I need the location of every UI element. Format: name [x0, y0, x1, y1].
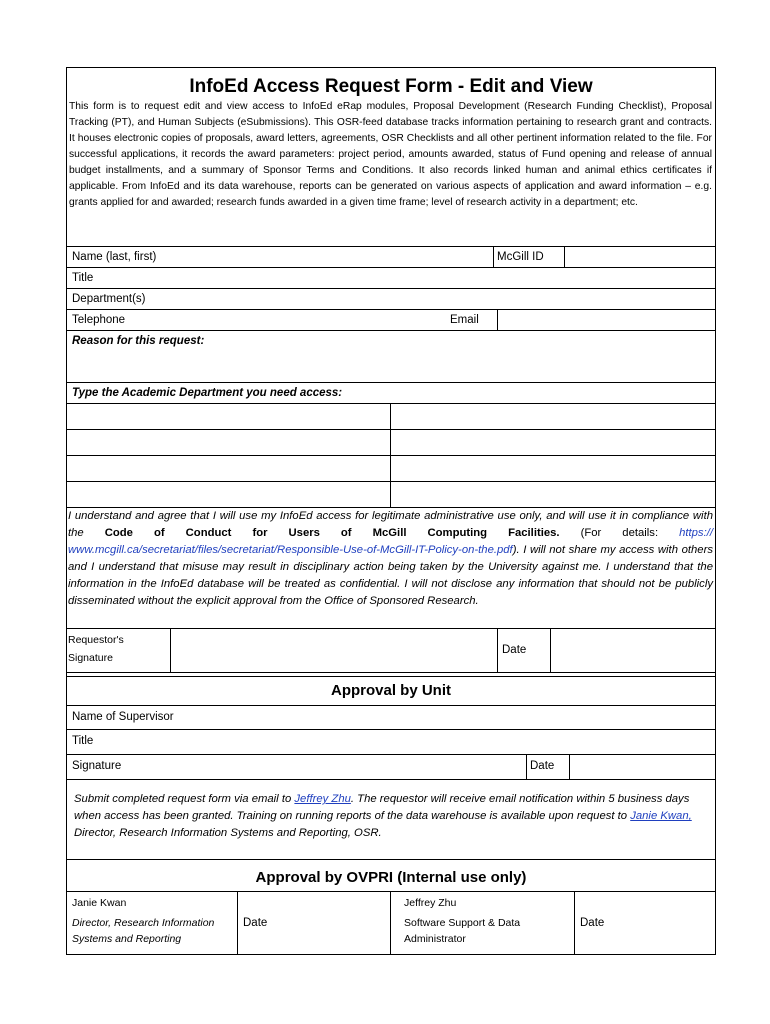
agreement-text: I understand and agree that I will use my InfoEd access for legitimate administrative use only, and will use it in compliance with the Code of Conduct for Users of McGill Computing Facilities. (For details: https:// www.mcgill.ca/secretariat/files/secretariat/Responsible-Use-of-McGill-IT-Policy-on-the.pdf). I will not share my access with others and I understand that misuse may result in disciplinary action being taken by the University against me. I understand that the information in the InfoEd database will be treated as confidential. I will not disclose any information that should not be publicly disseminated without the explicit approval from the Office of Sponsored Research.: [68, 510, 714, 607]
form-frame: [66, 67, 716, 955]
jeffrey-zhu-email-link[interactable]: Jeffrey Zhu: [294, 793, 351, 805]
email-input[interactable]: [498, 310, 715, 329]
dept-cell-2b[interactable]: [391, 430, 714, 454]
requestor-signature-label-1: Requestor's: [68, 634, 124, 646]
ovpri-right-date-label: Date: [580, 917, 605, 929]
title-label: Title: [72, 272, 94, 284]
janie-kwan-email-link[interactable]: Janie Kwan,: [630, 810, 692, 822]
supervisor-input[interactable]: [187, 706, 714, 728]
departments-label: Department(s): [72, 293, 146, 305]
code-of-conduct: Code of Conduct for Users of McGill Computing Facilities.: [104, 527, 560, 539]
intro-paragraph: This form is to request edit and view access to InfoEd eRap modules, Proposal Development (Research Funding Checklist), Proposal Tracking (PT), and Human Subjects (eSubmissions). This OSR-feed database tracks information pertaining to research grant and contracts. It houses electronic copies of proposals, award letters, agreements, OSR Checklists and all other pertinent information related to the file. For successful applications, it records the award parameters: project period, amounts awarded, status of Fund opening and release of annual budget installments, and a summary of Sponsor Terms and Conditions. It also records linked human and animal ethics certificates if applicable. From InfoEd and its data warehouse, reports can be generated on various aspects of application and award information – e.g. grants applied for and awarded; research funds awarded in a given time frame; level of research activity in a department; etc.: [69, 101, 712, 208]
departments-input[interactable]: [177, 289, 715, 308]
dept-cell-2a[interactable]: [68, 430, 389, 454]
dept-cell-1a[interactable]: [68, 404, 389, 428]
academic-dept-label: Type the Academic Department you need access:: [72, 387, 343, 399]
supervisor-label: Name of Supervisor: [72, 711, 174, 723]
ovpri-left-role: Director, Research Information Systems and Reporting: [72, 917, 215, 945]
policy-link[interactable]: https:// www.mcgill.ca/secretariat/files/secretariat/Responsible-Use-of-McGill-IT-Policy-on-the.pdf: [68, 527, 714, 556]
reason-input[interactable]: [68, 350, 714, 380]
telephone-label: Telephone: [72, 314, 126, 326]
dept-cell-4a[interactable]: [68, 482, 389, 506]
ovpri-right-role: Software Support & Data Administrator: [404, 917, 521, 945]
ovpri-left-date-input[interactable]: [277, 892, 389, 954]
ovpri-right-date-input[interactable]: [615, 892, 714, 954]
reason-label: Reason for this request:: [72, 335, 205, 347]
mcgill-id-label: McGill ID: [497, 251, 544, 263]
unit-approval-heading: Approval by Unit: [330, 682, 451, 699]
form-title: InfoEd Access Request Form - Edit and View: [189, 76, 593, 97]
requestor-signature-label-2: Signature: [68, 652, 113, 664]
mcgill-id-input[interactable]: [565, 247, 715, 266]
ovpri-right-name: Jeffrey Zhu: [404, 897, 457, 909]
submit-instructions: Submit completed request form via email to Jeffrey Zhu. The requestor will receive email notification within 5 business days when access has been granted. Training on running reports of the data warehouse is available upon request to Janie Kwan, Director, Research Information Systems and Reporting, OSR.: [74, 793, 692, 839]
ovpri-approval-heading: Approval by OVPRI (Internal use only): [255, 869, 527, 886]
supervisor-signature-input[interactable]: [147, 755, 525, 778]
supervisor-title-input[interactable]: [127, 730, 714, 753]
dept-cell-1b[interactable]: [391, 404, 714, 428]
name-label: Name (last, first): [72, 251, 157, 263]
telephone-input[interactable]: [167, 310, 437, 329]
supervisor-title-label: Title: [72, 735, 94, 747]
requestor-date-input[interactable]: [551, 629, 714, 671]
dept-cell-4b[interactable]: [391, 482, 714, 506]
ovpri-left-date-label: Date: [243, 917, 268, 929]
supervisor-signature-label: Signature: [72, 760, 122, 772]
title-input[interactable]: [127, 268, 715, 287]
supervisor-date-input[interactable]: [570, 755, 714, 778]
name-input[interactable]: [227, 247, 491, 266]
requestor-date-label: Date: [502, 644, 527, 656]
supervisor-date-label: Date: [530, 760, 555, 772]
requestor-signature-input[interactable]: [171, 629, 496, 671]
email-label: Email: [450, 314, 479, 326]
dept-cell-3a[interactable]: [68, 456, 389, 480]
ovpri-left-name: Janie Kwan: [72, 897, 127, 909]
dept-cell-3b[interactable]: [391, 456, 714, 480]
